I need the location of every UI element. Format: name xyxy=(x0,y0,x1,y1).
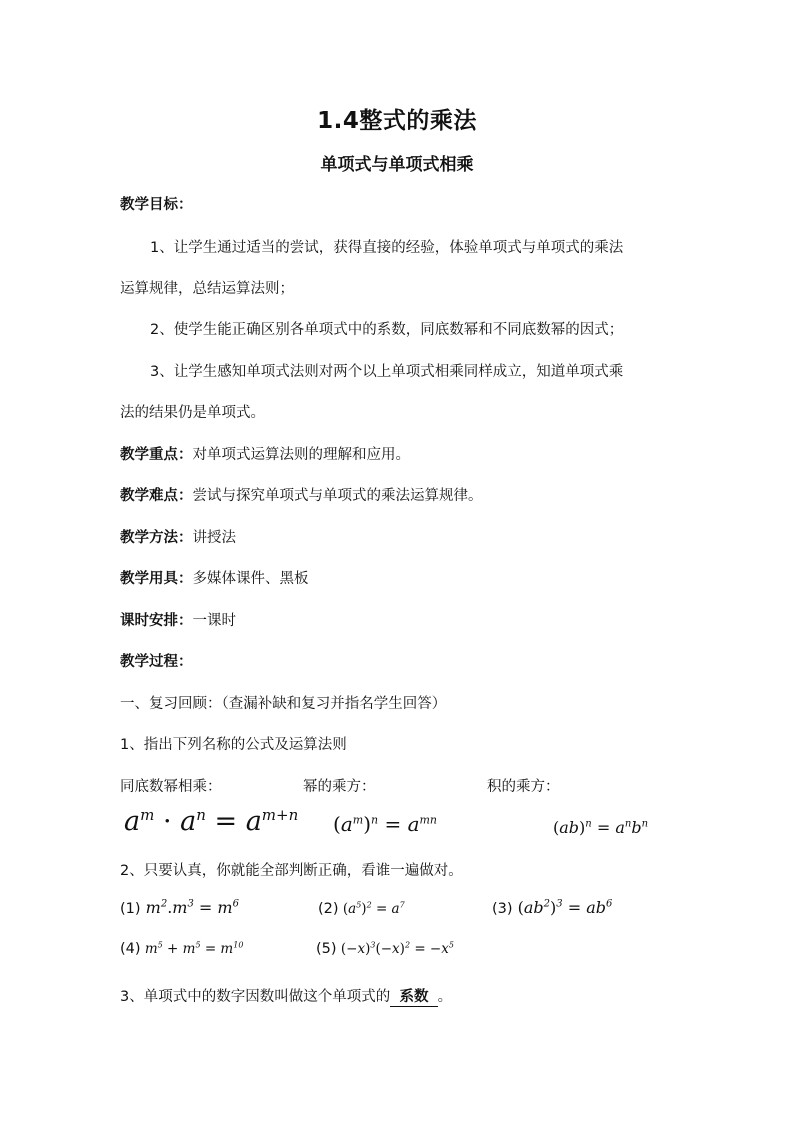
rule-label-power-of-product: 积的乘方： xyxy=(487,779,560,795)
exercise-4: (4) $m^5 + m^5 = m^{10}$ xyxy=(120,940,244,957)
objectives-heading: 教学目标： xyxy=(120,197,193,213)
difficulty-text: 尝试与探究单项式与单项式的乘法运算规律。 xyxy=(192,488,483,504)
method xyxy=(120,526,236,547)
exercise-1: (1) $m^2.m^3 = m^6$ xyxy=(120,898,239,917)
question-3 xyxy=(120,985,452,1007)
formula-power-of-product: $(ab)^n = a^nb^n$ xyxy=(553,818,649,837)
tools-text: 多媒体课件、黑板 xyxy=(192,571,309,587)
schedule-label: 课时安排： xyxy=(120,613,193,629)
exercise-3-label: (3) xyxy=(492,901,513,917)
exercise-5-label: (5) xyxy=(316,941,337,957)
question-3-prefix: 3、单项式中的数字因数叫做这个单项式的 xyxy=(120,989,391,1005)
question-1: 1、指出下列名称的公式及运算法则 xyxy=(120,737,347,753)
rule-label-power-of-power: 幂的乘方： xyxy=(303,779,376,795)
exercise-3: (3) $(ab^2)^3 = ab^6$ xyxy=(492,898,613,917)
exercise-1-label: (1) xyxy=(120,901,141,917)
difficulty-label: 教学难点： xyxy=(120,488,193,504)
tools-label: 教学用具： xyxy=(120,571,193,587)
tools xyxy=(120,567,309,588)
key-point xyxy=(120,443,410,464)
objective-1-line-1: 1、让学生通过适当的尝试，获得直接的经验，体验单项式与单项式的乘法 xyxy=(150,240,624,256)
objective-1-line-2: 运算规律，总结运算法则； xyxy=(120,281,294,297)
method-label: 教学方法： xyxy=(120,530,193,546)
question-3-blank xyxy=(390,985,437,1007)
key-point-label: 教学重点： xyxy=(120,447,193,463)
question-2: 2、只要认真，你就能全部判断正确，看谁一遍做对。 xyxy=(120,863,463,879)
question-3-suffix: 。 xyxy=(437,989,453,1005)
page-title: 1.4整式的乘法 xyxy=(317,108,477,134)
exercise-2: (2) $(a^5)^2 = a^7$ xyxy=(318,900,405,917)
objective-2: 2、使学生能正确区别各单项式中的系数，同底数幂和不同底数幂的因式； xyxy=(150,322,624,338)
page-subtitle: 单项式与单项式相乘 xyxy=(320,155,474,175)
formula-power-of-power: $(a^m)^n = a^{mn}$ xyxy=(333,812,438,836)
schedule-text: 一课时 xyxy=(192,613,236,629)
key-point-text: 对单项式运算法则的理解和应用。 xyxy=(192,447,410,463)
objective-3-line-2: 法的结果仍是单项式。 xyxy=(120,405,265,421)
exercise-2-label: (2) xyxy=(318,901,339,917)
exercise-5: (5) $(-x)^3(-x)^2 = -x^5$ xyxy=(316,940,454,957)
process-heading: 教学过程： xyxy=(120,654,193,670)
rule-label-same-base: 同底数幂相乘： xyxy=(120,779,222,795)
section-review: 一、复习回顾：（查漏补缺和复习并指名学生回答） xyxy=(120,696,447,712)
question-3-answer: 系数 xyxy=(399,989,429,1005)
exercise-4-label: (4) xyxy=(120,941,141,957)
objective-3-line-1: 3、让学生感知单项式法则对两个以上单项式相乘同样成立，知道单项式乘 xyxy=(150,364,624,380)
schedule xyxy=(120,609,236,630)
formula-same-base-product: $a^m \cdot a^n = a^{m+n}$ xyxy=(124,806,299,837)
method-text: 讲授法 xyxy=(192,530,236,546)
difficulty xyxy=(120,484,483,505)
